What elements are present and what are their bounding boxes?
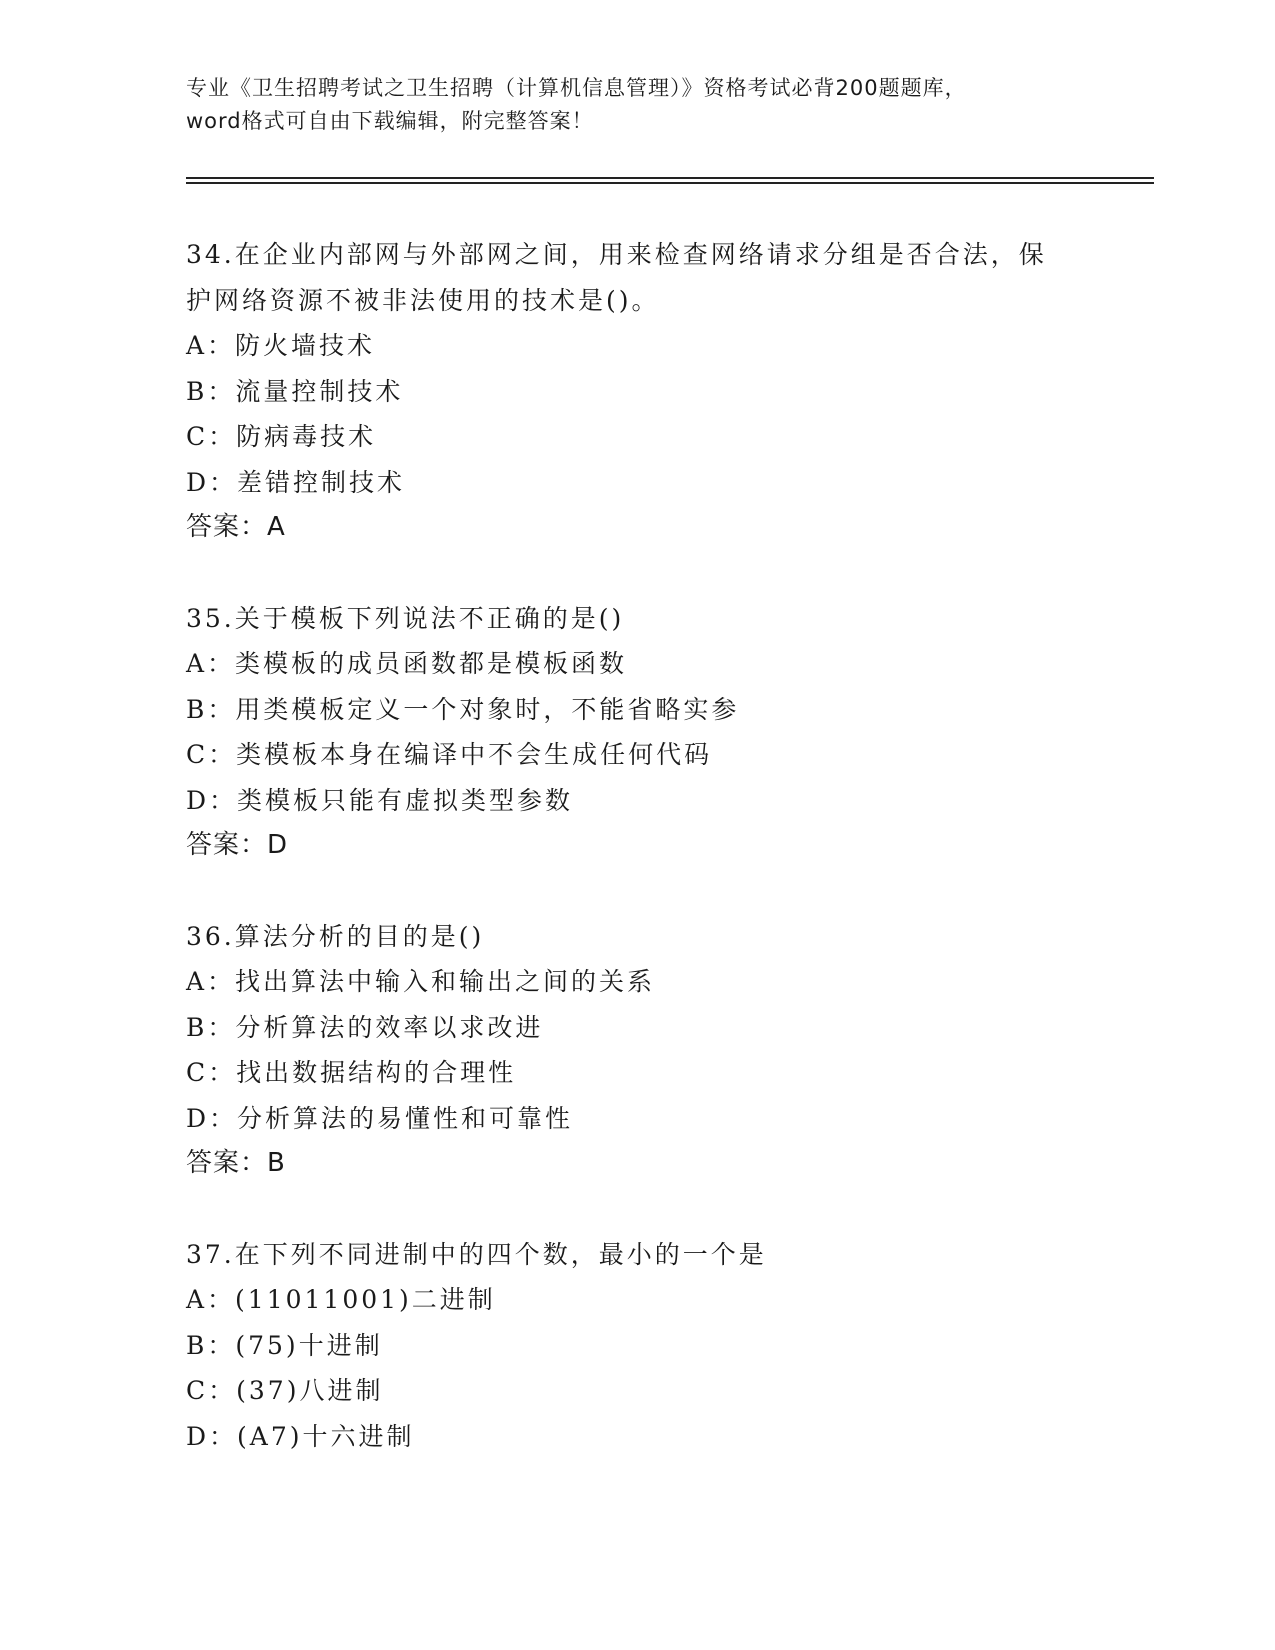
option-b: B：(75)十进制 <box>186 1330 383 1360</box>
question-list <box>186 232 1136 1504</box>
option-c: C：找出数据结构的合理性 <box>186 1058 517 1087</box>
option-b: B：流量控制技术 <box>186 376 404 406</box>
header-divider-bottom <box>186 182 1154 184</box>
header-divider-top <box>186 177 1154 179</box>
header-line-1: 专业《卫生招聘考试之卫生招聘（计算机信息管理）》资格考试必背200题题库， <box>186 76 967 100</box>
answer-key: 答案：D <box>186 830 289 860</box>
option-c: C：防病毒技术 <box>186 422 377 451</box>
document-header <box>186 72 1086 138</box>
option-d: D：(A7)十六进制 <box>186 1421 415 1451</box>
question-35 <box>186 596 1136 869</box>
question-36 <box>186 914 1136 1187</box>
option-a: A：类模板的成员函数都是模板函数 <box>186 649 628 678</box>
option-a: A：(11011001)二进制 <box>186 1285 496 1314</box>
question-stem: 34.在企业内部网与外部网之间，用来检查网络请求分组是否合法，保 <box>186 240 1047 269</box>
option-b: B：用类模板定义一个对象时，不能省略实参 <box>186 694 740 724</box>
answer-key: 答案：A <box>186 512 286 542</box>
option-a: A：找出算法中输入和输出之间的关系 <box>186 967 656 996</box>
option-d: D：差错控制技术 <box>186 467 406 497</box>
question-37 <box>186 1232 1136 1460</box>
option-c: C：类模板本身在编译中不会生成任何代码 <box>186 740 713 769</box>
question-34 <box>186 232 1136 551</box>
header-line-2: word格式可自由下载编辑，附完整答案！ <box>186 109 594 133</box>
option-d: D：分析算法的易懂性和可靠性 <box>186 1103 574 1133</box>
option-c: C：(37)八进制 <box>186 1376 384 1405</box>
question-stem: 36.算法分析的目的是() <box>186 921 485 951</box>
question-stem: 37.在下列不同进制中的四个数，最小的一个是 <box>186 1239 767 1269</box>
answer-key: 答案：B <box>186 1148 286 1178</box>
option-a: A：防火墙技术 <box>186 331 376 360</box>
question-stem: 35.关于模板下列说法不正确的是() <box>186 603 625 633</box>
option-d: D：类模板只能有虚拟类型参数 <box>186 785 574 815</box>
option-b: B：分析算法的效率以求改进 <box>186 1012 544 1042</box>
question-stem: 护网络资源不被非法使用的技术是()。 <box>186 285 660 315</box>
